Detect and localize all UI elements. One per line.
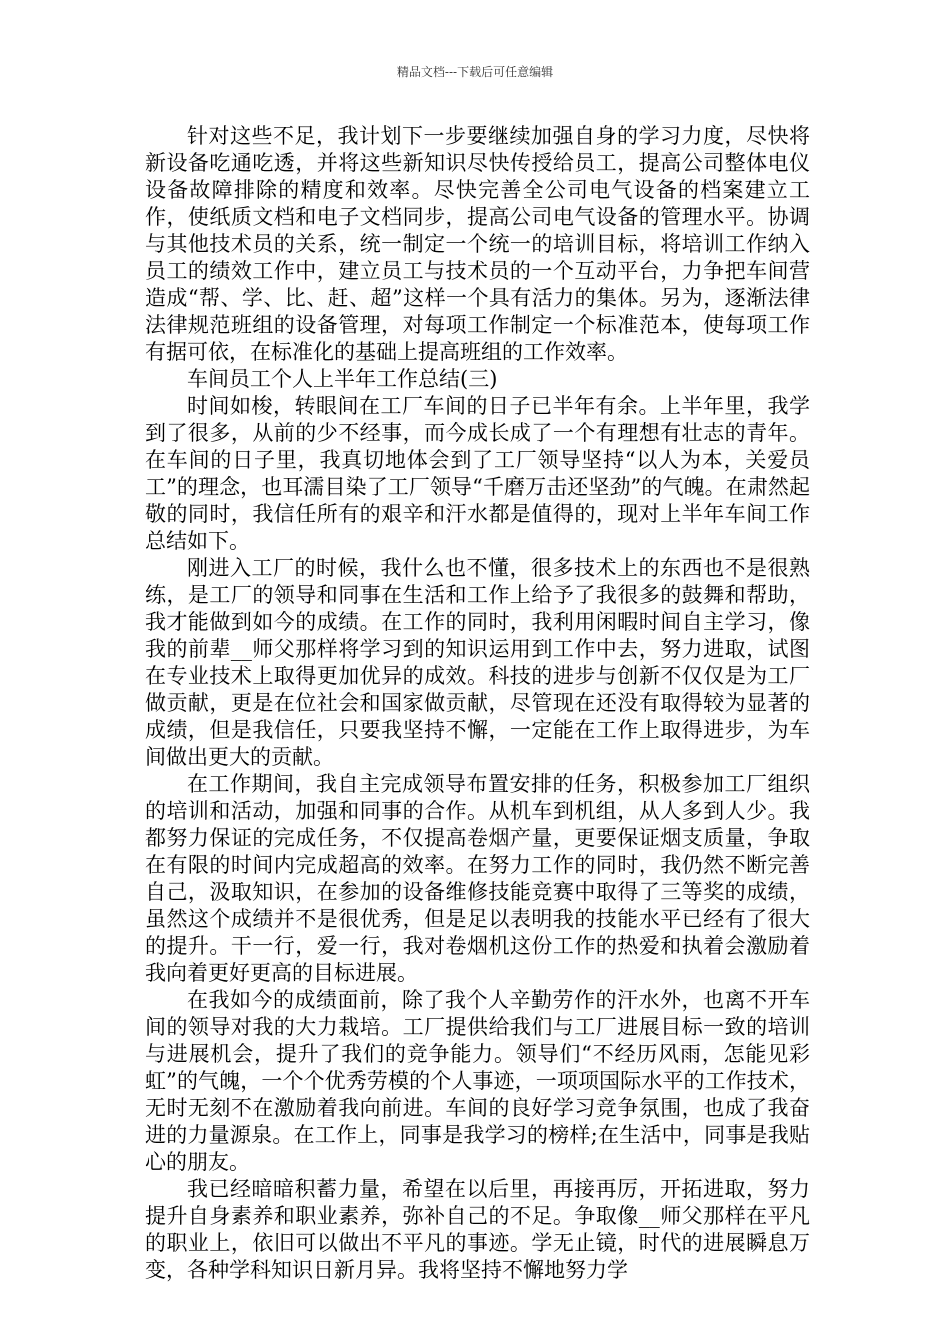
paragraph-achievements: 在我如今的成绩面前，除了我个人辛勤劳作的汗水外，也离不开车间的领导对我的大力栽培。工厂提供给我们与工厂进展目标一致的培训与进展机会，提升了我们的竞争能力。领导们“不经历风雨，怎能见彩虹”的气魄，一个个优秀劳模的个人事迹，一项项国际水平的工作技术，无时无刻不在激励着我向前进。车间的良好学习竞争氛围，也成了我奋进的力量源泉。在工作上，同事是我学习的榜样;在生活中，同事是我贴心的朋友。 [145,988,810,1174]
paragraph-future: 我已经暗暗积蓄力量，希望在以后里，再接再厉，开拓进取，努力提升自身素养和职业素养，弥补自己的不足。争取像__师父那样在平凡的职业上，依旧可以做出不平凡的事迹。学无止镜，时代的进展瞬息万变，各种学科知识日新月异。我将坚持不懈地努力学 [145,1177,810,1282]
page-header: 精品文档---下载后可任意编辑 [396,65,554,79]
paragraph-improvement-plan: 针对这些不足，我计划下一步要继续加强自身的学习力度，尽快将新设备吃通吃透，并将这些新知识尽快传授给员工，提高公司整体电仪设备故障排除的精度和效率。尽快完善全公司电气设备的档案建立工作，使纸质文档和电子文档同步，提高公司电气设备的管理水平。协调与其他技术员的关系，统一制定一个统一的培训目标，将培训工作纳入员工的绩效工作中，建立员工与技术员的一个互动平台，力争把车间营造成“帮、学、比、赶、超”这样一个具有活力的集体。另为，逐渐法律法律规范班组的设备管理，对每项工作制定一个标准范本，使每项工作有据可依，在标准化的基础上提高班组的工作效率。 [145,124,810,364]
paragraph-intro: 时间如梭，转眼间在工厂车间的日子已半年有余。上半年里，我学到了很多，从前的少不经事，而今成长成了一个有理想有壮志的青年。在车间的日子里，我真切地体会到了工厂领导坚持“以人为本，关爱员工”的理念，也耳濡目染了工厂领导“千磨万击还坚劲”的气魄。在肃然起敬的同时，我信任所有的艰辛和汗水都是值得的，现对上半年车间工作总结如下。 [145,394,810,553]
section-heading: 车间员工个人上半年工作总结(三) [187,367,498,391]
document-body [145,123,810,1284]
paragraph-work-period: 在工作期间，我自主完成领导布置安排的任务，积极参加工厂组织的培训和活动，加强和同事的合作。从机车到机组，从人多到人少。我都努力保证的完成任务，不仅提高卷烟产量，更要保证烟支质量，争取在有限的时间内完成超高的效率。在努力工作的同时，我仍然不断完善自己，汲取知识，在参加的设备维修技能竞赛中取得了三等奖的成绩，虽然这个成绩并不是很优秀，但是足以表明我的技能水平已经有了很大的提升。干一行，爱一行，我对卷烟机这份工作的热爱和执着会激励着我向着更好更高的目标进展。 [145,772,810,985]
paragraph-learning: 刚进入工厂的时候，我什么也不懂，很多技术上的东西也不是很熟练，是工厂的领导和同事在生活和工作上给予了我很多的鼓舞和帮助，我才能做到如今的成绩。在工作的同时，我利用闲暇时间自主学习，像我的前辈__师父那样将学习到的知识运用到工作中去，努力进取，试图在专业技术上取得更加优异的成效。科技的进步与创新不仅仅是为工厂做贡献，更是在位社会和国家做贡献，尽管现在还没有取得较为显著的成绩，但是我信任，只要我坚持不懈，一定能在工作上取得进步，为车间做出更大的贡献。 [145,556,810,769]
